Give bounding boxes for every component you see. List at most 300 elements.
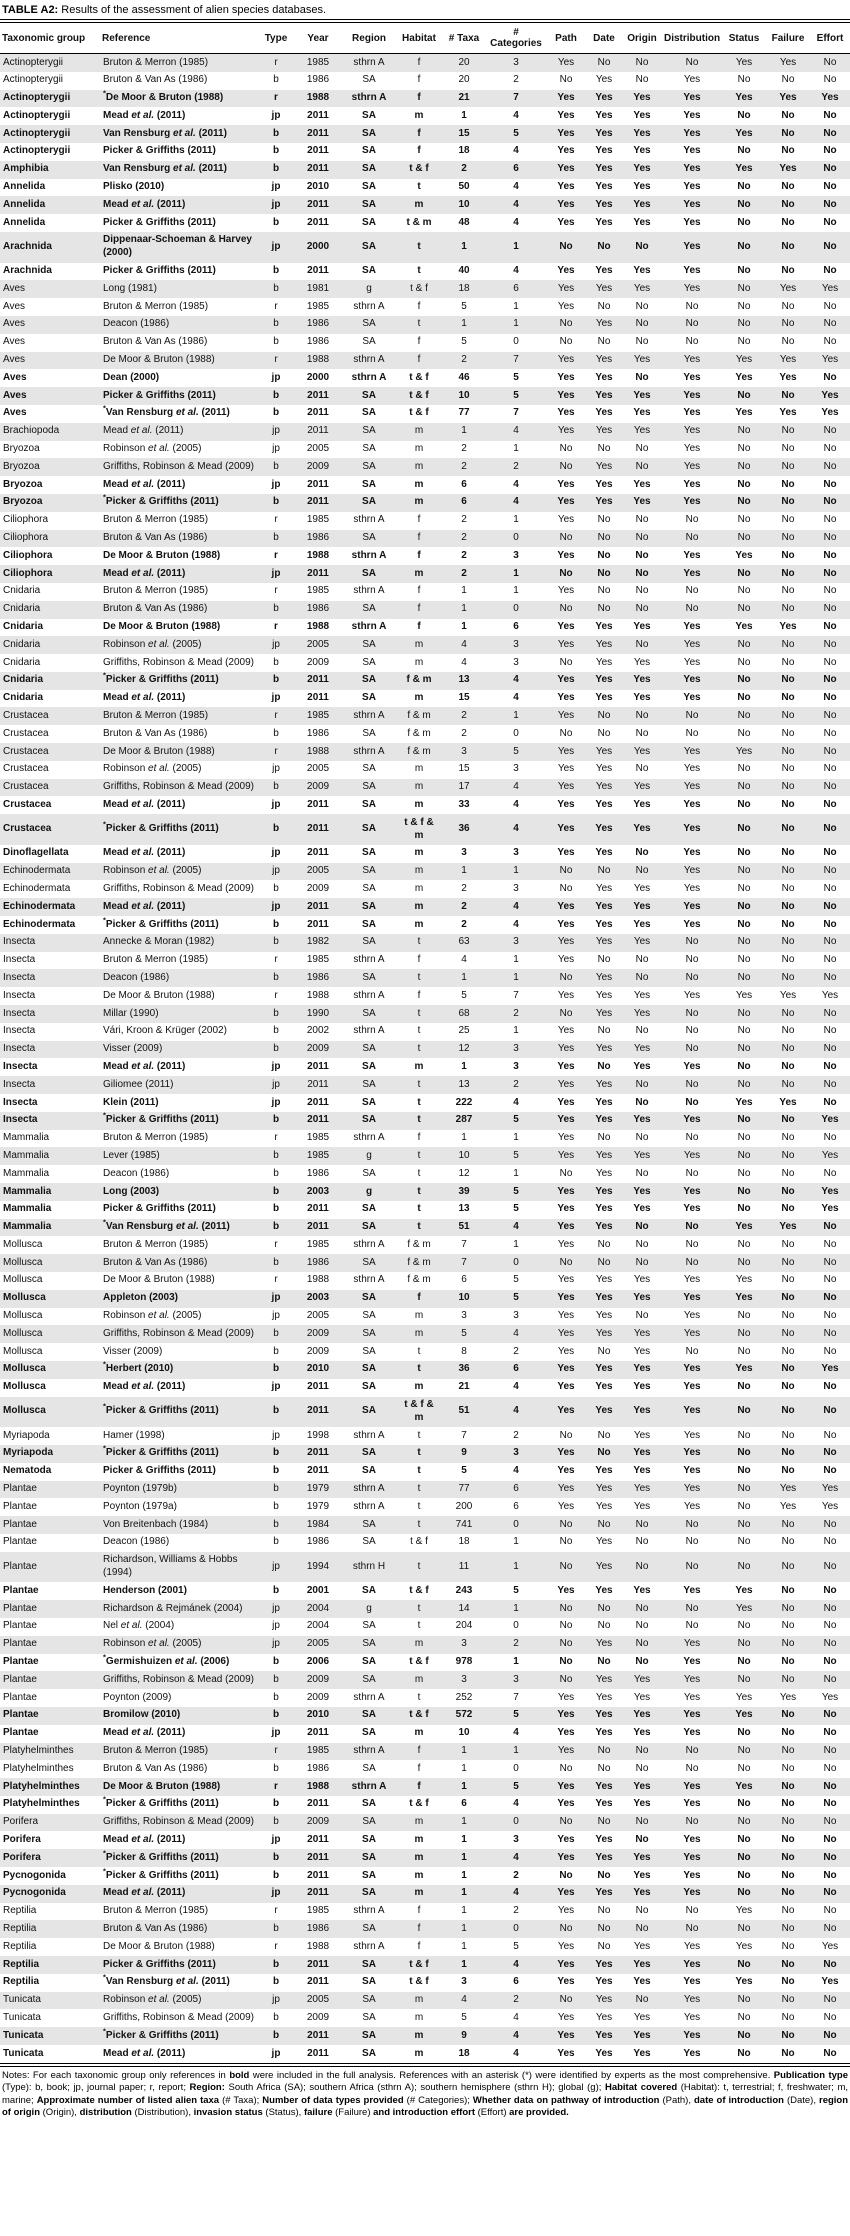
cell-habitat: f (417, 1780, 421, 1792)
cell-path: Yes (557, 1292, 575, 1304)
cell-distribution: No (685, 1905, 699, 1917)
cell-effort: No (823, 216, 837, 228)
cell-path: Yes (557, 514, 575, 526)
cell-date: Yes (595, 1043, 613, 1055)
cell-failure: No (781, 1869, 795, 1881)
cell-habitat: f & m (406, 674, 432, 686)
cell-status: Yes (735, 1905, 753, 1917)
cell-taxonomic-group: Bryozoa (3, 460, 40, 472)
cell-effort: No (823, 918, 837, 930)
cell-origin: Yes (633, 127, 651, 139)
cell-type: b (272, 823, 280, 835)
column-header: Year (294, 23, 342, 54)
cell-status: No (737, 74, 751, 86)
cell-status: No (737, 882, 751, 894)
cell-distribution: Yes (683, 407, 701, 419)
cell-failure: No (781, 1958, 795, 1970)
cell-region: SA (362, 1096, 376, 1108)
cell-taxonomic-group: Insecta (3, 971, 36, 983)
cell-path: Yes (557, 354, 575, 366)
cell-status: No (737, 300, 751, 312)
cell-date: Yes (595, 216, 613, 228)
cell-taxa: 2 (461, 567, 467, 579)
cell-origin: Yes (633, 1043, 651, 1055)
cell-failure: No (781, 1560, 795, 1572)
cell-failure: No (781, 1025, 795, 1037)
cell-type: b (272, 1363, 280, 1375)
cell-distribution: Yes (683, 745, 701, 757)
cell-status: No (737, 1560, 751, 1572)
cell-date: Yes (595, 1536, 613, 1548)
cell-status: No (737, 1345, 751, 1357)
cell-habitat: m (414, 443, 424, 455)
cell-year: 2002 (306, 1025, 330, 1037)
cell-taxa: 5 (461, 989, 467, 1001)
cell-habitat: t (417, 1429, 421, 1441)
cell-habitat: t (417, 181, 421, 193)
cell-reference: *Picker & Griffiths (2011) (103, 915, 219, 930)
cell-date: No (597, 1025, 611, 1037)
cell-path: Yes (557, 1500, 575, 1512)
cell-failure: No (781, 1833, 795, 1845)
cell-date: Yes (595, 74, 613, 86)
cell-year: 2011 (307, 1976, 329, 1988)
cell-habitat: t (417, 1167, 421, 1179)
cell-failure: No (781, 1167, 795, 1179)
cell-status: No (737, 265, 751, 277)
cell-habitat: m (414, 1851, 424, 1863)
cell-failure: No (781, 763, 795, 775)
cell-date: Yes (595, 265, 613, 277)
cell-reference: Mead et al. (2011) (103, 425, 184, 437)
cell-effort: No (823, 1429, 837, 1441)
cell-distribution: Yes (683, 1887, 701, 1899)
cell-taxonomic-group: Crustacea (3, 781, 49, 793)
cell-origin: Yes (633, 109, 651, 121)
cell-categories: 4 (513, 2011, 519, 2023)
cell-origin: Yes (633, 145, 651, 157)
cell-region: SA (362, 1447, 376, 1459)
cell-region: SA (362, 1292, 376, 1304)
cell-distribution: Yes (683, 1185, 701, 1197)
cell-categories: 5 (513, 1114, 519, 1126)
cell-distribution: Yes (683, 656, 701, 668)
column-header: Distribution (662, 23, 722, 54)
cell-failure: No (781, 1345, 795, 1357)
cell-date: Yes (595, 1405, 613, 1417)
cell-distribution: No (685, 1560, 699, 1572)
cell-categories: 6 (513, 163, 519, 175)
cell-effort: Yes (821, 1114, 839, 1126)
cell-categories: 2 (513, 74, 519, 86)
cell-taxa: 1 (461, 971, 467, 983)
cell-habitat: f (417, 1132, 421, 1144)
cell-taxonomic-group: Plantae (3, 1602, 37, 1614)
cell-type: b (273, 1762, 279, 1774)
cell-year: 2003 (306, 1185, 330, 1197)
cell-distribution: Yes (683, 674, 701, 686)
cell-reference: Picker & Griffiths (2011) (103, 145, 216, 157)
cell-region: SA (362, 74, 376, 86)
cell-effort: No (823, 478, 837, 490)
cell-distribution: Yes (683, 1060, 701, 1072)
cell-taxonomic-group: Plantae (3, 1518, 37, 1530)
cell-failure: No (781, 1976, 795, 1988)
cell-distribution: Yes (683, 798, 701, 810)
table-row (0, 441, 850, 459)
cell-region: SA (362, 727, 376, 739)
cell-taxonomic-group: Dinoflagellata (3, 847, 69, 859)
cell-distribution: Yes (683, 145, 701, 157)
cell-distribution: No (685, 1132, 699, 1144)
cell-categories: 4 (513, 2047, 519, 2059)
column-header: Path (546, 23, 586, 54)
cell-categories: 0 (513, 532, 519, 544)
cell-habitat: f (417, 603, 421, 615)
cell-status: Yes (735, 1221, 753, 1233)
cell-categories: 1 (513, 567, 519, 579)
cell-taxonomic-group: Platyhelminthes (3, 1745, 74, 1756)
cell-failure: No (781, 638, 795, 650)
table-row (0, 845, 850, 863)
cell-categories: 3 (513, 1060, 519, 1072)
cell-failure: No (781, 1203, 795, 1215)
cell-year: 1988 (306, 549, 330, 561)
cell-taxa: 10 (458, 198, 470, 210)
cell-effort: No (823, 265, 837, 277)
cell-habitat: t (417, 318, 421, 330)
cell-failure: Yes (779, 163, 797, 175)
table-row (0, 1165, 850, 1183)
cell-origin: Yes (633, 282, 651, 294)
cell-taxonomic-group: Annelida (3, 216, 46, 228)
cell-distribution: No (685, 56, 699, 68)
cell-taxa: 2 (461, 514, 467, 526)
cell-date: Yes (595, 1887, 613, 1899)
cell-reference: Vári, Kroon & Krüger (2002) (103, 1025, 227, 1037)
cell-origin: Yes (633, 1584, 651, 1596)
cell-type: jp (272, 1620, 280, 1632)
cell-failure: No (781, 900, 795, 912)
cell-date: No (597, 567, 611, 579)
cell-taxonomic-group: Mammalia (3, 1132, 50, 1144)
table-row (0, 1600, 850, 1618)
cell-distribution: Yes (683, 1363, 701, 1375)
cell-categories: 1 (513, 1238, 519, 1250)
cell-failure: Yes (779, 621, 797, 632)
cell-categories: 1 (513, 709, 519, 721)
cell-effort: No (823, 1096, 837, 1108)
cell-status: No (737, 1007, 751, 1019)
cell-habitat: f & m (407, 1238, 431, 1250)
cell-status: Yes (735, 621, 753, 632)
cell-distribution: Yes (683, 823, 701, 835)
cell-reference: *Picker & Griffiths (2011) (103, 493, 219, 508)
cell-origin: Yes (633, 1405, 651, 1417)
table-row (0, 1725, 850, 1743)
cell-origin: Yes (633, 181, 651, 193)
cell-effort: No (823, 109, 837, 121)
cell-distribution: Yes (683, 847, 701, 859)
cell-origin: Yes (633, 163, 651, 175)
cell-taxa: 18 (458, 1536, 470, 1548)
cell-type: b (272, 1584, 280, 1596)
cell-path: Yes (557, 781, 575, 793)
cell-origin: No (635, 763, 649, 775)
cell-type: b (273, 336, 279, 348)
cell-categories: 4 (513, 823, 519, 835)
cell-distribution: Yes (683, 181, 701, 193)
cell-type: jp (271, 1887, 281, 1899)
cell-habitat: t (417, 1602, 421, 1614)
cell-categories: 4 (513, 692, 519, 704)
cell-effort: Yes (821, 1363, 839, 1375)
cell-type: b (272, 1851, 280, 1863)
cell-failure: No (781, 1060, 795, 1072)
cell-year: 2011 (307, 1869, 329, 1881)
cell-distribution: Yes (683, 1465, 701, 1477)
cell-path: Yes (557, 300, 575, 312)
cell-date: Yes (595, 1185, 613, 1197)
cell-reference: Poynton (2009) (103, 1691, 172, 1703)
cell-reference: Bruton & Merron (1985) (103, 1238, 209, 1250)
cell-path: No (559, 1656, 573, 1668)
cell-failure: No (781, 727, 795, 739)
cell-status: No (737, 2047, 751, 2059)
cell-type: jp (272, 1994, 280, 2006)
cell-path: Yes (557, 1833, 575, 1845)
cell-categories: 4 (513, 1798, 519, 1810)
cell-date: Yes (595, 389, 613, 401)
cell-reference: De Moor & Bruton (1988) (103, 621, 221, 632)
cell-habitat: t & f (410, 282, 428, 294)
cell-reference: De Moor & Bruton (1988) (103, 1940, 215, 1952)
cell-reference: Giliomee (2011) (103, 1078, 174, 1090)
cell-taxonomic-group: Plantae (3, 1620, 37, 1632)
cell-path: No (559, 443, 573, 455)
cell-distribution: Yes (683, 496, 701, 508)
cell-date: No (597, 336, 611, 348)
cell-type: r (274, 1274, 278, 1286)
cell-year: 2000 (306, 240, 330, 252)
cell-categories: 1 (513, 865, 519, 877)
cell-reference: Dean (2000) (103, 371, 160, 383)
cell-year: 2011 (307, 1114, 329, 1126)
cell-taxa: 2 (461, 918, 467, 930)
cell-reference: Bruton & Merron (1985) (103, 300, 209, 312)
cell-reference: Robinson et al. (2005) (103, 1638, 202, 1650)
cell-path: Yes (557, 621, 575, 632)
cell-year: 1985 (306, 56, 330, 68)
cell-status: Yes (735, 92, 753, 104)
cell-path: Yes (557, 900, 575, 912)
cell-year: 1986 (306, 1536, 330, 1548)
cell-status: No (737, 336, 751, 348)
cell-path: Yes (557, 1483, 575, 1495)
cell-taxonomic-group: Nematoda (3, 1465, 52, 1477)
cell-effort: No (823, 56, 837, 68)
cell-categories: 5 (513, 1274, 519, 1286)
cell-effort: No (823, 638, 837, 650)
cell-origin: Yes (633, 265, 651, 277)
cell-date: Yes (595, 496, 613, 508)
cell-status: Yes (735, 549, 753, 561)
cell-effort: No (823, 1620, 837, 1632)
cell-path: Yes (557, 1709, 575, 1721)
cell-year: 1986 (306, 1762, 330, 1774)
cell-taxonomic-group: Aves (3, 354, 26, 366)
cell-status: No (737, 198, 751, 210)
cell-region: sthrn A (351, 1780, 387, 1792)
cell-categories: 5 (513, 1780, 519, 1792)
cell-taxa: 252 (455, 1691, 473, 1703)
cell-date: No (597, 1762, 611, 1774)
cell-path: Yes (557, 56, 575, 68)
cell-year: 2006 (306, 1656, 330, 1668)
cell-failure: Yes (779, 354, 797, 366)
cell-taxa: 25 (458, 1025, 470, 1037)
table-row (0, 1707, 850, 1725)
cell-taxa: 1 (461, 240, 467, 252)
cell-taxonomic-group: Platyhelminthes (3, 1762, 74, 1774)
cell-taxonomic-group: Aves (3, 300, 26, 312)
cell-taxonomic-group: Cnidaria (3, 585, 41, 597)
cell-region: SA (362, 1727, 376, 1739)
cell-status: No (737, 145, 751, 157)
table-row (0, 1094, 850, 1112)
cell-failure: No (781, 1043, 795, 1055)
cell-origin: Yes (633, 781, 651, 793)
cell-status: No (737, 567, 751, 579)
cell-habitat: f (417, 514, 421, 526)
cell-categories: 3 (513, 847, 519, 859)
cell-origin: Yes (633, 389, 651, 401)
cell-type: jp (272, 638, 280, 650)
cell-type: b (273, 1922, 279, 1934)
cell-habitat: f (417, 300, 421, 312)
cell-origin: No (635, 1922, 649, 1934)
cell-taxonomic-group: Porifera (3, 1816, 39, 1828)
cell-type: b (272, 674, 280, 686)
cell-type: r (274, 514, 278, 526)
cell-status: No (737, 1465, 751, 1477)
cell-habitat: t & f (409, 1656, 429, 1668)
cell-year: 2009 (306, 781, 330, 793)
cell-categories: 3 (513, 56, 519, 68)
cell-reference: De Moor & Bruton (1988) (103, 354, 215, 366)
cell-status: No (737, 240, 751, 252)
cell-taxonomic-group: Cnidaria (3, 638, 41, 650)
cell-reference: Millar (1990) (103, 1007, 159, 1019)
cell-reference: Richardson, Williams & Hobbs (1994) (103, 1554, 238, 1579)
cell-distribution: No (685, 1745, 699, 1756)
cell-date: Yes (595, 127, 613, 139)
cell-categories: 4 (513, 198, 519, 210)
table-body (0, 54, 850, 2063)
cell-reference: Griffiths, Robinson & Mead (2009) (103, 460, 255, 472)
table-row (0, 298, 850, 316)
cell-taxa: 20 (458, 56, 470, 68)
cell-taxonomic-group: Pycnogonida (3, 1887, 66, 1899)
cell-taxa: 2 (461, 549, 467, 561)
cell-type: r (274, 1132, 278, 1144)
cell-path: Yes (557, 674, 575, 686)
cell-distribution: No (685, 1536, 699, 1548)
cell-failure: No (781, 1940, 795, 1952)
cell-type: r (274, 954, 278, 966)
cell-region: SA (362, 1345, 376, 1357)
cell-taxonomic-group: Actinopterygii (3, 127, 71, 139)
cell-failure: No (781, 216, 795, 228)
cell-distribution: Yes (683, 1869, 701, 1881)
cell-failure: No (781, 1780, 795, 1792)
cell-failure: No (781, 460, 795, 472)
cell-reference: De Moor & Bruton (1988) (103, 745, 215, 757)
cell-reference: De Moor & Bruton (1988) (103, 1274, 215, 1286)
cell-distribution: Yes (683, 354, 701, 366)
cell-failure: No (781, 1381, 795, 1393)
cell-origin: Yes (633, 1274, 651, 1286)
cell-taxa: 1 (461, 1869, 467, 1881)
cell-type: jp (272, 1429, 280, 1441)
cell-failure: No (781, 1149, 795, 1161)
cell-taxonomic-group: Insecta (3, 1043, 36, 1055)
cell-region: SA (362, 109, 376, 121)
cell-type: b (273, 318, 279, 330)
cell-effort: No (823, 198, 837, 210)
table-row (0, 725, 850, 743)
cell-reference: Griffiths, Robinson & Mead (2009) (103, 1816, 255, 1828)
cell-year: 1985 (306, 1745, 330, 1756)
table-row (0, 1272, 850, 1290)
cell-origin: No (635, 56, 649, 68)
cell-path: No (559, 1869, 573, 1881)
cell-origin: No (635, 443, 649, 455)
cell-taxa: 18 (458, 145, 470, 157)
cell-type: jp (271, 240, 281, 252)
cell-origin: Yes (633, 1887, 651, 1899)
cell-status: No (737, 1238, 751, 1250)
cell-reference: Dippenaar-Schoeman & Harvey (2000) (103, 234, 252, 259)
table-row (0, 214, 850, 232)
cell-reference: Picker & Griffiths (2011) (103, 216, 216, 228)
table-row (0, 125, 850, 143)
cell-habitat: f (417, 145, 421, 157)
cell-distribution: Yes (683, 918, 701, 930)
cell-categories: 4 (513, 798, 519, 810)
cell-origin: No (635, 1256, 649, 1268)
cell-reference: *Picker & Griffiths (2011) (103, 1848, 219, 1863)
cell-status: No (737, 443, 751, 455)
cell-region: SA (362, 1958, 376, 1970)
cell-region: SA (362, 882, 376, 894)
column-header: Failure (766, 23, 810, 54)
cell-reference: Nel et al. (2004) (103, 1620, 175, 1632)
cell-status: No (737, 425, 751, 437)
cell-taxonomic-group: Mollusca (3, 1310, 43, 1322)
cell-taxonomic-group: Pycnogonida (3, 1869, 66, 1881)
cell-origin: Yes (633, 1780, 651, 1792)
cell-taxonomic-group: Mollusca (3, 1363, 46, 1375)
cell-taxa: 50 (458, 181, 470, 193)
cell-date: Yes (595, 1381, 613, 1393)
cell-status: Yes (735, 989, 753, 1001)
cell-date: No (597, 443, 611, 455)
cell-effort: No (823, 1709, 837, 1721)
cell-origin: No (635, 514, 649, 526)
cell-status: Yes (735, 354, 753, 366)
cell-region: SA (362, 198, 376, 210)
